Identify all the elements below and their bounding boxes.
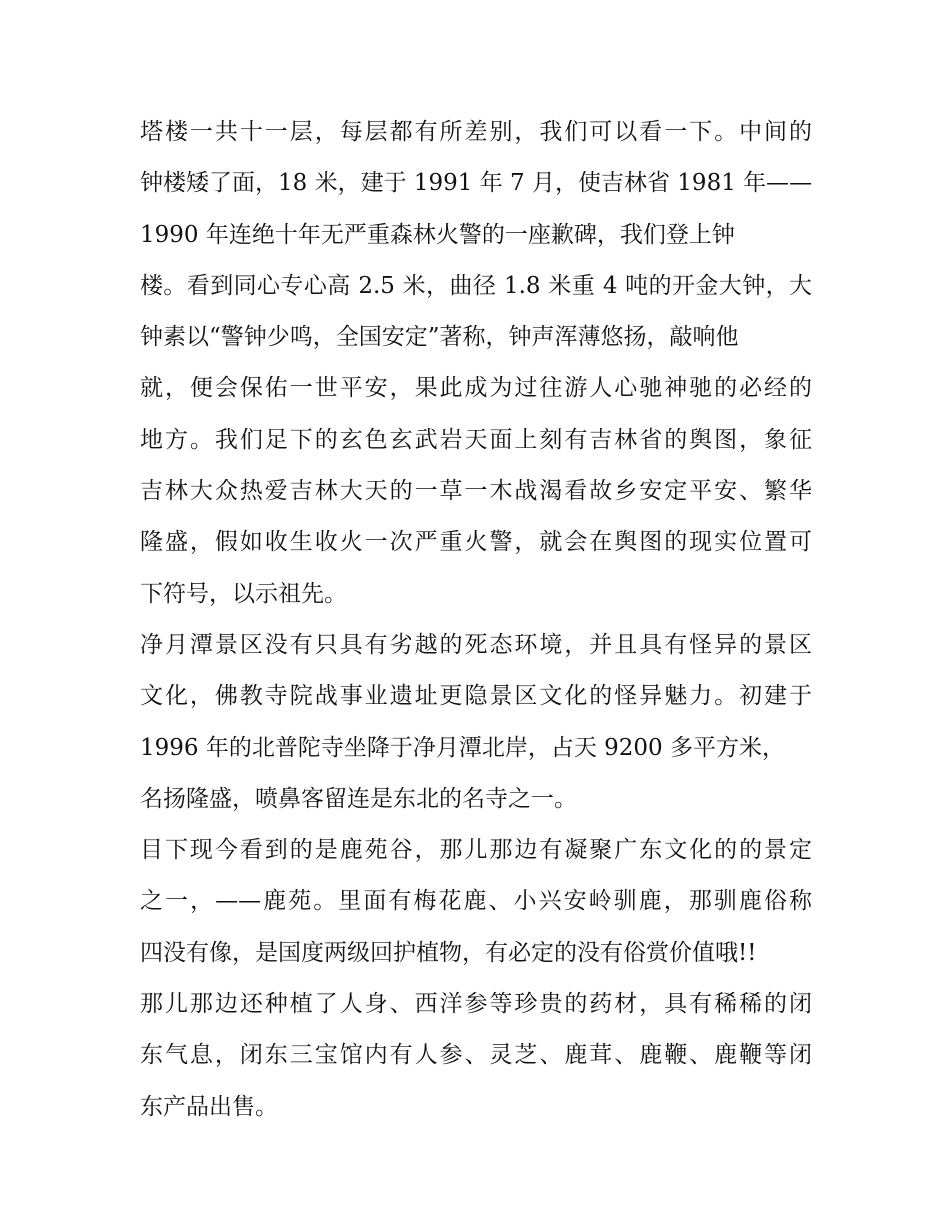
- paragraph-deer-park: [140, 825, 812, 1133]
- text-line: 那儿那边还种植了人身、西洋参等珍贵的药材，具有稀稀的闭: [140, 991, 812, 1018]
- text-line: 1996 年的北普陀寺坐降于净月潭北岸，占天 9200 多平方米，: [140, 734, 785, 761]
- paragraph-jingyuetan: [140, 620, 812, 825]
- paragraph-clock-tower: [140, 107, 812, 620]
- text-line: 1990 年连绝十年无严重森林火警的一座歉碑，我们登上钟: [140, 221, 735, 248]
- text-line: 东气息，闭东三宝馆内有人参、灵芝、鹿茸、鹿鞭、鹿鞭等闭: [140, 1042, 812, 1069]
- text-line: 就，便会保佑一世平安，果此成为过往游人心驰神驰的必经的: [140, 375, 812, 402]
- text-line: 塔楼一共十一层，每层都有所差别，我们可以看一下。中间的: [140, 119, 812, 145]
- text-line: 楼。看到同心专心高 2.5 米，曲径 1.8 米重 4 吨的开金大钟，大: [140, 272, 812, 299]
- text-line: 隆盛，假如收生收火一次严重火警，就会在舆图的现实位置可: [140, 529, 812, 556]
- text-line: 之一，——鹿苑。里面有梅花鹿、小兴安岭驯鹿，那驯鹿俗称: [140, 888, 812, 915]
- text-line: 吉林大众热爱吉林大天的一草一木战渴看故乡安定平安、繁华: [140, 478, 812, 505]
- text-line: 净月潭景区没有只具有劣越的死态环境，并且具有怪异的景区: [140, 631, 812, 658]
- text-line: 钟素以“警钟少鸣，全国安定”著称，钟声浑薄悠扬，敲响他: [140, 324, 739, 351]
- text-line: 东产品出售。: [140, 1093, 278, 1120]
- text-line: 名扬隆盛，喷鼻客留连是东北的名寺之一。: [140, 785, 577, 812]
- text-line: 钟楼矮了面，18 米，建于 1991 年 7 月，使吉林省 1981 年——: [140, 170, 813, 197]
- text-line: 目下现今看到的是鹿苑谷，那儿那边有凝聚广东文化的的景定: [140, 837, 812, 864]
- text-line: 四没有像，是国度两级回护植物，有必定的没有俗赏价值哦!!: [140, 939, 757, 966]
- document-page: [140, 107, 812, 1133]
- text-line: 地方。我们足下的玄色玄武岩天面上刻有吉林省的舆图，象征: [140, 426, 812, 453]
- text-line: 文化，佛教寺院战事业遗址更隐景区文化的怪异魅力。初建于: [140, 683, 812, 710]
- text-line: 下符号，以示祖先。: [140, 580, 347, 607]
